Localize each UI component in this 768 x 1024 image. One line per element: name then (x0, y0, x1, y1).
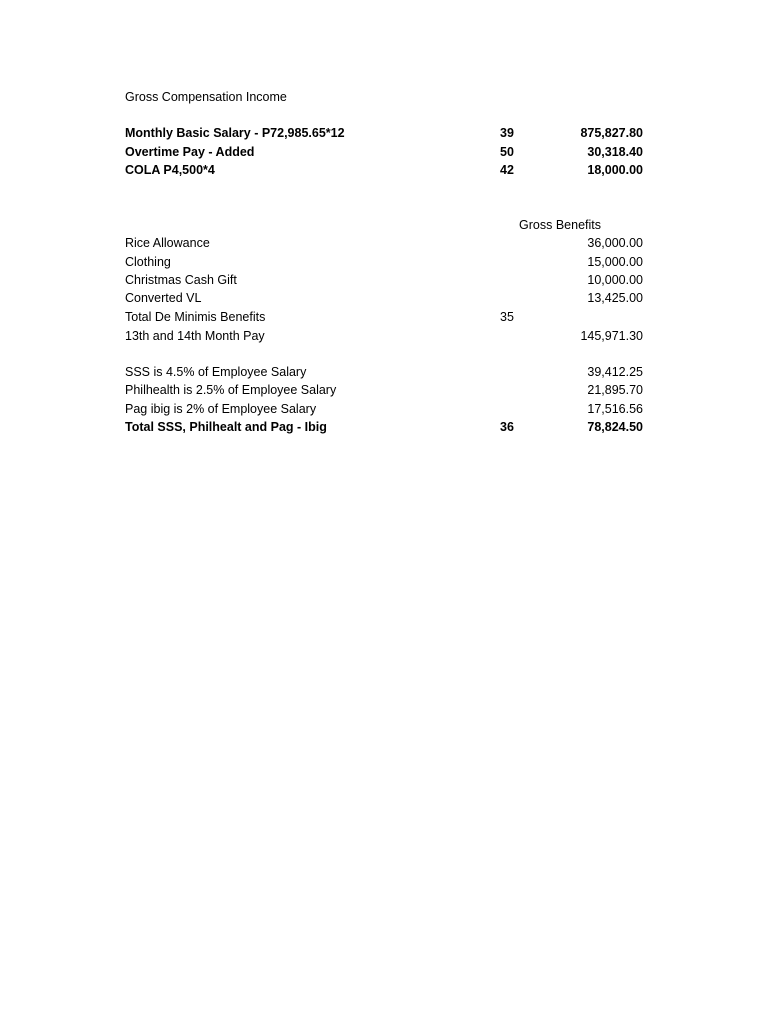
row-label: 13th and 14th Month Pay (125, 329, 265, 343)
row-label: Philhealth is 2.5% of Employee Salary (125, 383, 337, 397)
row-amount: 17,516.56 (587, 402, 643, 416)
benefit-row-de-minimis-total (125, 308, 643, 326)
row-label: Total De Minimis Benefits (125, 310, 266, 324)
row-amount: 18,000.00 (587, 163, 643, 177)
row-label: Christmas Cash Gift (125, 273, 237, 287)
row-amount: 36,000.00 (587, 236, 643, 250)
row-amount: 21,895.70 (587, 383, 643, 397)
contribution-row-pagibig (125, 400, 643, 418)
row-amount: 78,824.50 (587, 420, 643, 434)
contribution-row-philhealth (125, 381, 643, 399)
row-label: Pag ibig is 2% of Employee Salary (125, 402, 317, 416)
benefits-header-row (125, 216, 643, 234)
row-amount: 39,412.25 (587, 365, 643, 379)
row-number: 42 (500, 163, 514, 177)
benefit-row-christmas (125, 271, 643, 289)
row-number: 35 (500, 310, 514, 324)
row-label: Overtime Pay - Added (125, 145, 255, 159)
benefit-row-13th-14th (125, 327, 643, 345)
compensation-row-basic-salary (125, 124, 643, 142)
benefit-row-clothing (125, 253, 643, 271)
benefits-header: Gross Benefits (519, 218, 601, 232)
row-label: Total SSS, Philhealt and Pag - Ibig (125, 420, 327, 434)
row-amount: 145,971.30 (580, 329, 643, 343)
compensation-row-cola (125, 161, 643, 179)
row-label: Converted VL (125, 291, 202, 305)
contribution-row-sss (125, 363, 643, 381)
row-label: Clothing (125, 255, 171, 269)
compensation-row-overtime (125, 143, 643, 161)
row-amount: 875,827.80 (580, 126, 643, 140)
row-amount: 15,000.00 (587, 255, 643, 269)
contribution-row-total (125, 418, 643, 436)
benefit-row-converted-vl (125, 289, 643, 307)
row-label: Monthly Basic Salary - P72,985.65*12 (125, 126, 345, 140)
benefit-row-rice (125, 234, 643, 252)
row-number: 39 (500, 126, 514, 140)
row-label: SSS is 4.5% of Employee Salary (125, 365, 307, 379)
section-title: Gross Compensation Income (125, 90, 287, 104)
row-amount: 13,425.00 (587, 291, 643, 305)
row-amount: 30,318.40 (587, 145, 643, 159)
row-label: COLA P4,500*4 (125, 163, 215, 177)
row-number: 50 (500, 145, 514, 159)
section-title-row (125, 88, 643, 106)
row-label: Rice Allowance (125, 236, 210, 250)
row-number: 36 (500, 420, 514, 434)
row-amount: 10,000.00 (587, 273, 643, 287)
